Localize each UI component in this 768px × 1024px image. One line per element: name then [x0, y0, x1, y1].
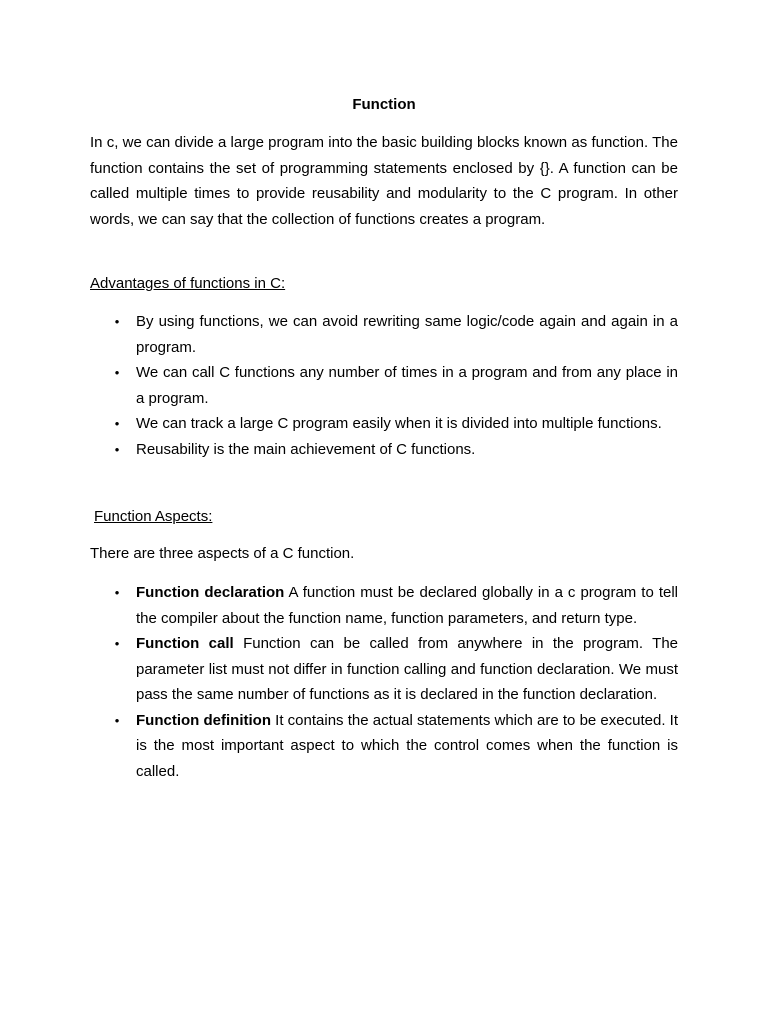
aspects-heading: Function Aspects: — [94, 508, 213, 525]
list-item-text: We can call C functions any number of times in a program and from any place in a program. — [136, 364, 678, 407]
list-item-text: We can track a large C program easily when it is divided into multiple functions. — [136, 415, 662, 432]
aspect-term: Function definition — [136, 711, 271, 729]
advantages-list — [114, 309, 678, 462]
bullet-icon: • — [114, 416, 120, 431]
aspect-description: Function can be called from anywhere in the program. The parameter list must not differ in function calling and function declaration. We must pass the same number of functions as it is declared in the function declaration. — [136, 635, 679, 703]
page-title: Function — [352, 96, 416, 113]
list-item — [114, 360, 678, 411]
aspects-list — [114, 580, 679, 784]
list-item — [114, 411, 678, 437]
bullet-icon: • — [114, 365, 120, 380]
list-item — [114, 708, 678, 785]
bullet-icon: • — [114, 636, 120, 651]
aspect-term: Function declaration — [136, 584, 285, 601]
intro-paragraph: In c, we can divide a large program into the basic building blocks known as function. The function contains the set of programming statements enclosed by {}. A function can be called multiple times to provide reusability and modularity to the C program. In other words, we can say that the collection of functions creates a program. — [90, 134, 678, 228]
aspects-intro: There are three aspects of a C function. — [90, 545, 355, 562]
aspect-term: Function call — [136, 635, 234, 652]
bullet-icon: • — [114, 441, 120, 457]
list-item — [114, 437, 678, 463]
aspect-description: A function must be declared globally in a c program to tell the compiler about the function name, function parameters, and return type. — [136, 584, 678, 627]
bullet-icon: • — [114, 314, 120, 329]
bullet-icon: • — [114, 712, 120, 728]
list-item — [114, 631, 679, 708]
list-item-text: Reusability is the main achievement of C functions. — [136, 440, 476, 458]
bullet-icon: • — [114, 585, 120, 600]
list-item-text: By using functions, we can avoid rewriting same logic/code again and again in a program. — [136, 313, 678, 356]
list-item — [114, 309, 678, 360]
advantages-heading: Advantages of functions in C: — [90, 275, 286, 292]
aspect-description: It contains the actual statements which are to be executed. It is the most important aspect to which the control comes when the function is called. — [136, 711, 678, 780]
list-item — [114, 580, 678, 631]
